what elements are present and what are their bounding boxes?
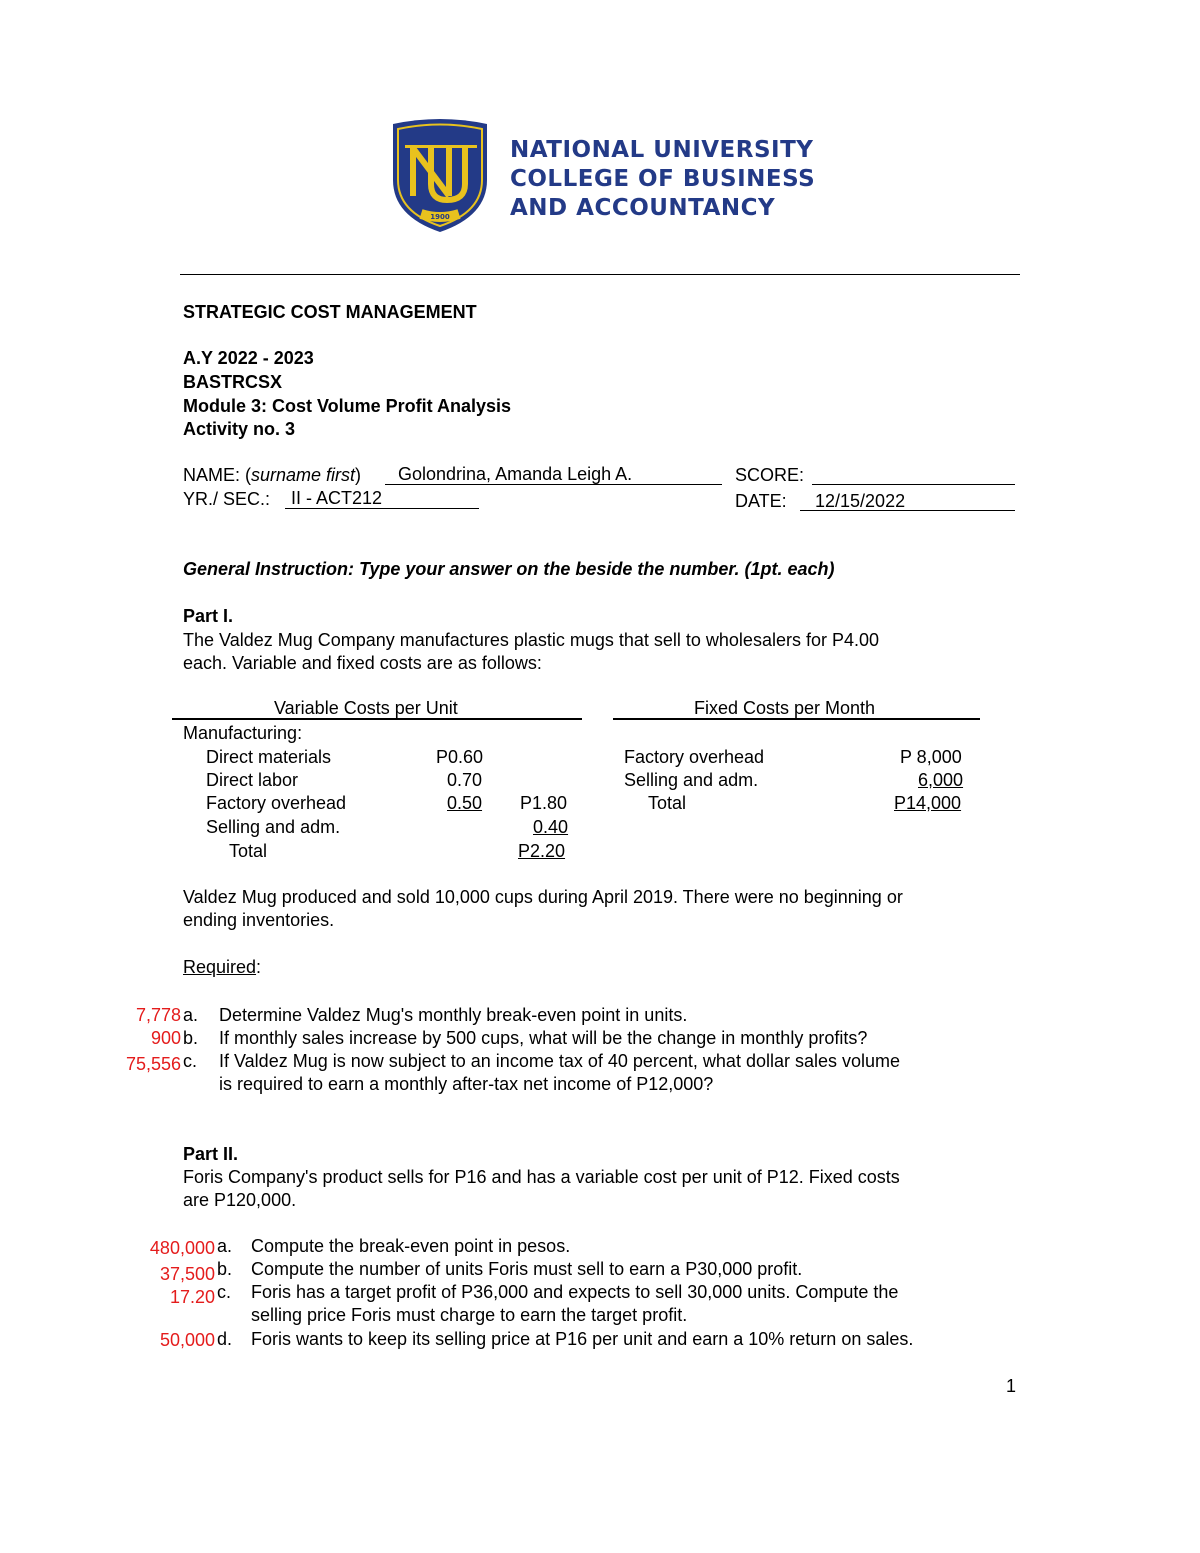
answer-2a: 480,000 — [149, 1238, 215, 1258]
fixed-total-label: Total — [648, 793, 687, 813]
dl-label: Direct labor — [206, 770, 299, 790]
required-label: Required: — [183, 957, 262, 977]
variable-costs-header: Variable Costs per Unit — [274, 698, 458, 718]
date-value: 12/15/2022 — [815, 491, 906, 511]
yrsec-value: II - ACT212 — [291, 488, 383, 508]
answer-1c: 75,556 — [125, 1054, 181, 1074]
fixed-header-rule — [613, 718, 980, 720]
sa-label: Selling and adm. — [206, 817, 341, 837]
q1b-letter: b. — [183, 1028, 199, 1048]
sa-value: 0.40 — [533, 817, 569, 837]
logo-line-1: NATIONAL UNIVERSITY — [510, 137, 814, 163]
date-label: DATE: — [735, 491, 787, 511]
fixed-foh-value: P 8,000 — [900, 747, 962, 767]
part1-para-line1: Valdez Mug produced and sold 10,000 cups during April 2019. There were no beginning or — [183, 887, 903, 907]
q1a-letter: a. — [183, 1005, 199, 1025]
variable-header-rule — [172, 718, 582, 720]
q1c-letter: c. — [183, 1051, 198, 1071]
q1c-text-line2: is required to earn a monthly after-tax net income of P12,000? — [219, 1074, 714, 1094]
logo-line-3: AND ACCOUNTANCY — [510, 195, 776, 221]
fixed-sa-value: 6,000 — [918, 770, 964, 790]
course-code: BASTRCSX — [183, 372, 283, 392]
part2-heading: Part II. — [183, 1144, 239, 1164]
part2-intro-line1: Foris Company's product sells for P16 and has a variable cost per unit of P12. Fixed costs — [183, 1167, 900, 1187]
page-number: 1 — [1006, 1376, 1017, 1396]
header-divider — [180, 274, 1020, 275]
name-label: NAME: (surname first) — [183, 465, 362, 485]
fixed-total-value: P14,000 — [894, 793, 962, 813]
part1-para-line2: ending inventories. — [183, 910, 335, 930]
q2d-letter: d. — [217, 1329, 233, 1349]
q2b-letter: b. — [217, 1259, 233, 1279]
q2d-text: Foris wants to keep its selling price at P16 per unit and earn a 10% return on sales. — [251, 1329, 914, 1349]
q1b-text: If monthly sales increase by 500 cups, what will be the change in monthly profits? — [219, 1028, 868, 1048]
answer-2c: 17.20 — [169, 1287, 215, 1307]
seal-year: 1900 — [430, 213, 450, 221]
answer-1a: 7,778 — [135, 1005, 181, 1025]
q2c-text-line2: selling price Foris must charge to earn the target profit. — [251, 1305, 688, 1325]
fixed-sa-label: Selling and adm. — [624, 770, 759, 790]
q2a-text: Compute the break-even point in pesos. — [251, 1236, 571, 1256]
name-value: Golondrina, Amanda Leigh A. — [398, 464, 633, 484]
academic-year: A.Y 2022 - 2023 — [183, 348, 314, 368]
dm-label: Direct materials — [206, 747, 332, 767]
dl-value: 0.70 — [447, 770, 483, 790]
part1-intro-line1: The Valdez Mug Company manufactures plastic mugs that sell to wholesalers for P4.00 — [183, 630, 880, 650]
q1a-text: Determine Valdez Mug's monthly break-even point in units. — [219, 1005, 688, 1025]
fixed-costs-header: Fixed Costs per Month — [694, 698, 876, 718]
part2-intro-line2: are P120,000. — [183, 1190, 297, 1210]
q1c-text: If Valdez Mug is now subject to an income tax of 40 percent, what dollar sales volume — [219, 1051, 901, 1071]
answer-2d: 50,000 — [159, 1330, 215, 1350]
yrsec-label: YR./ SEC.: — [183, 489, 271, 509]
q2a-letter: a. — [217, 1236, 233, 1256]
module-title: Module 3: Cost Volume Profit Analysis — [183, 396, 512, 416]
mfg-subtotal: P1.80 — [520, 793, 568, 813]
q2c-letter: c. — [217, 1282, 232, 1302]
score-underline — [812, 484, 1015, 485]
logo-line-2: COLLEGE OF BUSINESS — [510, 166, 816, 192]
score-label: SCORE: — [735, 465, 805, 485]
foh-label: Factory overhead — [206, 793, 347, 813]
part1-intro-line2: each. Variable and fixed costs are as follows: — [183, 653, 542, 673]
activity-number: Activity no. 3 — [183, 419, 296, 439]
answer-1b: 900 — [150, 1028, 181, 1048]
dm-value: P0.60 — [436, 747, 484, 767]
q2b-text: Compute the number of units Foris must sell to earn a P30,000 profit. — [251, 1259, 803, 1279]
university-seal — [387, 118, 493, 234]
fixed-foh-label: Factory overhead — [624, 747, 765, 767]
manufacturing-label: Manufacturing: — [183, 723, 303, 743]
variable-total-value: P2.20 — [518, 841, 566, 861]
part1-heading: Part I. — [183, 606, 234, 626]
answer-2b: 37,500 — [159, 1264, 215, 1284]
course-title: STRATEGIC COST MANAGEMENT — [183, 302, 477, 322]
general-instruction: General Instruction: Type your answer on the beside the number. (1pt. each) — [183, 559, 835, 579]
variable-total-label: Total — [229, 841, 268, 861]
q2c-text: Foris has a target profit of P36,000 and expects to sell 30,000 units. Compute the — [251, 1282, 899, 1302]
foh-value: 0.50 — [447, 793, 483, 813]
